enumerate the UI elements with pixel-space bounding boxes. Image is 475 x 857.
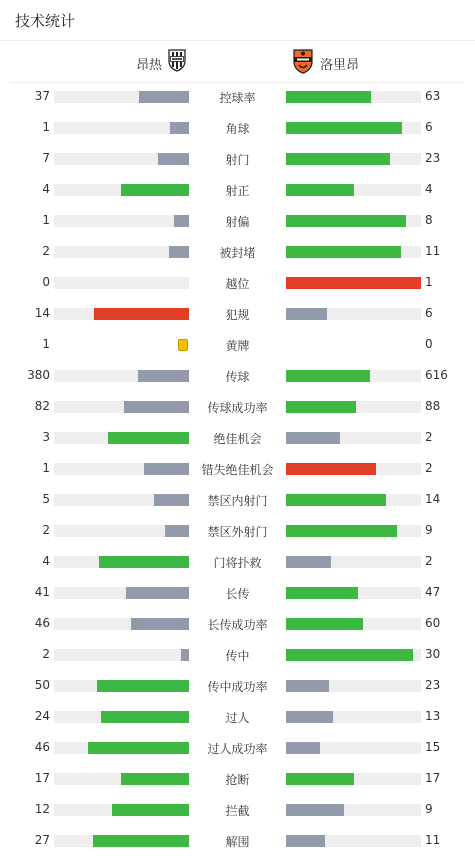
home-stat-bar-track <box>54 525 189 537</box>
home-stat-bar-track <box>54 556 189 568</box>
away-stat-bar <box>286 618 363 630</box>
away-stat-value: 4 <box>425 182 433 196</box>
stat-row <box>0 547 475 578</box>
away-stat-bar <box>286 215 406 227</box>
stat-label: 错失绝佳机会 <box>201 463 274 477</box>
away-stat-value: 11 <box>425 244 441 258</box>
away-stat-value: 616 <box>425 368 448 382</box>
home-stat-bar <box>131 618 189 630</box>
home-stat-bar <box>101 711 189 723</box>
home-stat-bar <box>144 463 189 475</box>
away-stat-bar-track <box>286 153 421 165</box>
header-divider <box>0 40 475 41</box>
away-stat-value: 2 <box>425 461 433 475</box>
stat-label: 过人 <box>225 711 250 725</box>
yellow-card-icon <box>178 339 188 351</box>
home-stat-bar-track <box>54 184 189 196</box>
home-stat-value: 82 <box>34 399 50 413</box>
home-stat-value: 0 <box>42 275 50 289</box>
away-stat-bar-track <box>286 308 421 320</box>
home-stat-bar-track <box>54 649 189 661</box>
home-stat-value: 5 <box>42 492 50 506</box>
away-stat-bar <box>286 432 340 444</box>
stat-row <box>0 82 475 113</box>
away-stat-bar <box>286 773 354 785</box>
stat-label: 禁区内射门 <box>207 494 268 508</box>
home-stat-bar-track <box>54 215 189 227</box>
stat-row <box>0 423 475 454</box>
away-stat-bar-track <box>286 401 421 413</box>
away-stat-bar <box>286 277 421 289</box>
away-stat-bar <box>286 711 333 723</box>
away-stat-value: 23 <box>425 678 441 692</box>
home-stat-value: 1 <box>42 120 50 134</box>
stat-label: 解围 <box>225 835 250 849</box>
stat-row <box>0 268 475 299</box>
away-stat-value: 60 <box>425 616 441 630</box>
home-stat-bar-track <box>54 153 189 165</box>
home-stat-bar <box>93 835 189 847</box>
stat-row <box>0 578 475 609</box>
away-stat-bar <box>286 370 370 382</box>
away-stat-value: 30 <box>425 647 441 661</box>
away-stat-bar-track <box>286 246 421 258</box>
home-stat-value: 7 <box>42 151 50 165</box>
stat-label: 过人成功率 <box>207 742 268 756</box>
stat-label: 控球率 <box>219 91 256 105</box>
home-stat-value: 27 <box>34 833 50 847</box>
away-stat-bar <box>286 649 413 661</box>
away-stat-value: 1 <box>425 275 433 289</box>
away-stat-value: 0 <box>425 337 433 351</box>
away-stat-bar-track <box>286 432 421 444</box>
stat-label: 被封堵 <box>219 246 256 260</box>
away-stat-value: 2 <box>425 554 433 568</box>
away-stat-bar-track <box>286 122 421 134</box>
away-stat-bar <box>286 525 397 537</box>
stat-label: 越位 <box>225 277 250 291</box>
away-stat-bar-track <box>286 525 421 537</box>
stat-row <box>0 640 475 671</box>
stat-row <box>0 330 475 361</box>
away-stat-value: 14 <box>425 492 441 506</box>
lorient-crest-icon <box>292 48 314 74</box>
home-team-name: 昂热 <box>135 58 162 73</box>
away-stat-value: 13 <box>425 709 441 723</box>
page-title: 技术统计 <box>15 12 76 30</box>
away-stat-bar-track <box>286 711 421 723</box>
home-stat-value: 4 <box>42 554 50 568</box>
stat-label: 长传成功率 <box>207 618 268 632</box>
home-stat-bar-track <box>54 91 189 103</box>
away-team-name: 洛里昂 <box>320 58 360 73</box>
home-stat-value: 2 <box>42 523 50 537</box>
away-stat-bar-track <box>286 463 421 475</box>
stat-label: 拦截 <box>225 804 250 818</box>
home-stat-value: 1 <box>42 337 50 351</box>
stat-label: 绝佳机会 <box>213 432 262 446</box>
stat-row <box>0 826 475 857</box>
away-stat-value: 6 <box>425 120 433 134</box>
away-stat-bar-track <box>286 649 421 661</box>
away-stat-value: 6 <box>425 306 433 320</box>
home-stat-value: 4 <box>42 182 50 196</box>
home-stat-value: 17 <box>34 771 50 785</box>
away-stat-value: 17 <box>425 771 441 785</box>
home-stat-bar-track <box>54 401 189 413</box>
home-stat-bar <box>158 153 189 165</box>
away-stat-value: 11 <box>425 833 441 847</box>
home-stat-bar-track <box>54 432 189 444</box>
stat-row <box>0 764 475 795</box>
home-stat-bar <box>174 215 189 227</box>
stat-label: 禁区外射门 <box>207 525 268 539</box>
away-stat-bar-track <box>286 804 421 816</box>
stat-label: 射偏 <box>225 215 250 229</box>
home-stat-bar-track <box>54 277 189 289</box>
stat-label: 犯规 <box>225 308 250 322</box>
away-stat-value: 9 <box>425 523 433 537</box>
home-stat-bar <box>94 308 189 320</box>
away-stat-bar <box>286 587 358 599</box>
away-stat-value: 47 <box>425 585 441 599</box>
stat-row <box>0 795 475 826</box>
angers-sco-crest-icon <box>167 48 187 72</box>
home-stat-value: 41 <box>34 585 50 599</box>
home-stat-bar-track <box>54 680 189 692</box>
home-stat-bar-track <box>54 308 189 320</box>
away-stat-bar-track <box>286 835 421 847</box>
home-stat-bar <box>97 680 189 692</box>
stat-row <box>0 702 475 733</box>
away-stat-bar <box>286 835 325 847</box>
away-stat-bar-track <box>286 184 421 196</box>
home-stat-value: 37 <box>34 89 50 103</box>
away-stat-bar-track <box>286 494 421 506</box>
away-stat-bar <box>286 680 329 692</box>
away-stat-value: 63 <box>425 89 441 103</box>
away-stat-bar <box>286 184 354 196</box>
home-stat-bar-track <box>54 618 189 630</box>
home-stat-bar <box>112 804 189 816</box>
home-stat-bar <box>108 432 189 444</box>
stat-label: 门将扑救 <box>213 556 262 570</box>
home-stat-bar-track <box>54 835 189 847</box>
home-stat-bar <box>154 494 189 506</box>
home-stat-value: 380 <box>27 368 50 382</box>
away-stat-value: 23 <box>425 151 441 165</box>
away-stat-bar-track <box>286 587 421 599</box>
stat-row <box>0 516 475 547</box>
away-stat-bar <box>286 122 402 134</box>
away-stat-value: 2 <box>425 430 433 444</box>
teams-header <box>10 44 465 82</box>
home-stat-value: 12 <box>34 802 50 816</box>
away-stat-bar-track <box>286 773 421 785</box>
away-stat-value: 8 <box>425 213 433 227</box>
stat-label: 角球 <box>225 122 250 136</box>
stat-label: 传球 <box>225 370 250 384</box>
away-stat-bar-track <box>286 556 421 568</box>
stat-row <box>0 392 475 423</box>
home-stat-bar-track <box>54 463 189 475</box>
away-stat-bar-track <box>286 277 421 289</box>
away-stat-bar-track <box>286 680 421 692</box>
stat-label: 黄牌 <box>225 339 250 353</box>
away-stat-bar-track <box>286 370 421 382</box>
home-stat-value: 46 <box>34 740 50 754</box>
home-stat-bar <box>126 587 189 599</box>
home-stat-bar <box>170 122 189 134</box>
home-stat-bar <box>169 246 189 258</box>
away-stat-value: 9 <box>425 802 433 816</box>
away-stat-value: 15 <box>425 740 441 754</box>
home-stat-value: 50 <box>34 678 50 692</box>
away-stat-bar <box>286 308 327 320</box>
home-stat-value: 46 <box>34 616 50 630</box>
home-stat-bar <box>139 91 189 103</box>
home-stat-bar-track <box>54 773 189 785</box>
home-stat-bar <box>88 742 189 754</box>
home-stat-value: 2 <box>42 647 50 661</box>
stat-label: 传中成功率 <box>207 680 268 694</box>
away-stat-bar <box>286 556 331 568</box>
stat-row <box>0 237 475 268</box>
home-stat-bar <box>138 370 189 382</box>
home-stat-bar-track <box>54 587 189 599</box>
stat-row <box>0 733 475 764</box>
away-stat-bar-track <box>286 215 421 227</box>
home-stat-bar <box>121 184 189 196</box>
stat-label: 抢断 <box>225 773 250 787</box>
stat-label: 射门 <box>225 153 250 167</box>
stat-row <box>0 144 475 175</box>
home-stat-bar <box>99 556 189 568</box>
away-stat-bar <box>286 91 371 103</box>
home-stat-bar-track <box>54 494 189 506</box>
home-stat-bar-track <box>54 122 189 134</box>
stat-row <box>0 485 475 516</box>
home-stat-value: 24 <box>34 709 50 723</box>
home-stat-value: 3 <box>42 430 50 444</box>
stat-row <box>0 113 475 144</box>
away-stat-bar <box>286 246 401 258</box>
home-stat-value: 1 <box>42 213 50 227</box>
home-stat-bar-track <box>54 742 189 754</box>
home-stat-bar-track <box>54 370 189 382</box>
stat-row <box>0 454 475 485</box>
away-stat-bar <box>286 401 356 413</box>
home-stat-bar <box>181 649 189 661</box>
away-stat-bar <box>286 463 376 475</box>
away-stat-value: 88 <box>425 399 441 413</box>
home-stat-bar <box>121 773 189 785</box>
home-stat-value: 14 <box>34 306 50 320</box>
home-stat-bar-track <box>54 246 189 258</box>
away-stat-bar-track <box>286 91 421 103</box>
home-stat-value: 1 <box>42 461 50 475</box>
stat-label: 长传 <box>225 587 250 601</box>
home-stat-value: 2 <box>42 244 50 258</box>
away-stat-bar-track <box>286 618 421 630</box>
home-stat-bar <box>124 401 189 413</box>
away-stat-bar <box>286 742 320 754</box>
home-stat-bar-track <box>54 711 189 723</box>
stat-row <box>0 175 475 206</box>
stat-label: 射正 <box>225 184 250 198</box>
stat-row <box>0 671 475 702</box>
stat-row <box>0 299 475 330</box>
away-stat-bar <box>286 804 344 816</box>
stat-row <box>0 609 475 640</box>
stat-label: 传中 <box>225 649 250 663</box>
stat-label: 传球成功率 <box>207 401 268 415</box>
away-stat-bar-track <box>286 742 421 754</box>
away-stat-bar <box>286 494 386 506</box>
stat-row <box>0 206 475 237</box>
home-stat-bar-track <box>54 804 189 816</box>
home-stat-bar <box>165 525 189 537</box>
stat-row <box>0 361 475 392</box>
away-stat-bar <box>286 153 390 165</box>
